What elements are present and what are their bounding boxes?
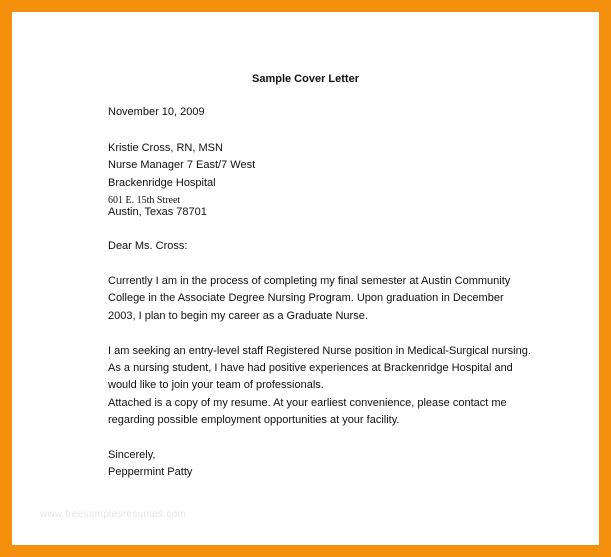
signature: Peppermint Patty bbox=[108, 466, 193, 478]
recipient-city: Austin, Texas 78701 bbox=[108, 206, 207, 218]
recipient-organization: Brackenridge Hospital bbox=[108, 177, 216, 189]
paragraph-line: As a nursing student, I have had positive experiences at Brackenridge Hospital and bbox=[108, 362, 513, 374]
letter-date: November 10, 2009 bbox=[108, 106, 205, 118]
recipient-street: 601 E. 15th Street bbox=[108, 195, 181, 206]
recipient-position: Nurse Manager 7 East/7 West bbox=[108, 159, 256, 171]
paragraph-line: 2003, I plan to begin my career as a Graduate Nurse. bbox=[108, 310, 368, 322]
salutation: Dear Ms. Cross: bbox=[108, 240, 188, 252]
paragraph-line: Currently I am in the process of completing my final semester at Austin Community bbox=[108, 275, 511, 287]
paragraph-line: regarding possible employment opportunities at your facility. bbox=[108, 414, 400, 426]
paragraph-line: would like to join your team of professionals. bbox=[108, 379, 324, 391]
closing: Sincerely, bbox=[108, 449, 156, 461]
watermark: www.freesamplesresumes.com bbox=[40, 509, 187, 520]
document-title: Sample Cover Letter bbox=[252, 73, 359, 85]
paragraph-line: College in the Associate Degree Nursing Program. Upon graduation in December bbox=[108, 292, 504, 304]
recipient-name: Kristie Cross, RN, MSN bbox=[108, 142, 223, 154]
paragraph-line: Attached is a copy of my resume. At your earliest convenience, please contact me bbox=[108, 397, 507, 409]
paragraph-line: I am seeking an entry-level staff Registered Nurse position in Medical-Surgical nursing. bbox=[108, 345, 531, 357]
